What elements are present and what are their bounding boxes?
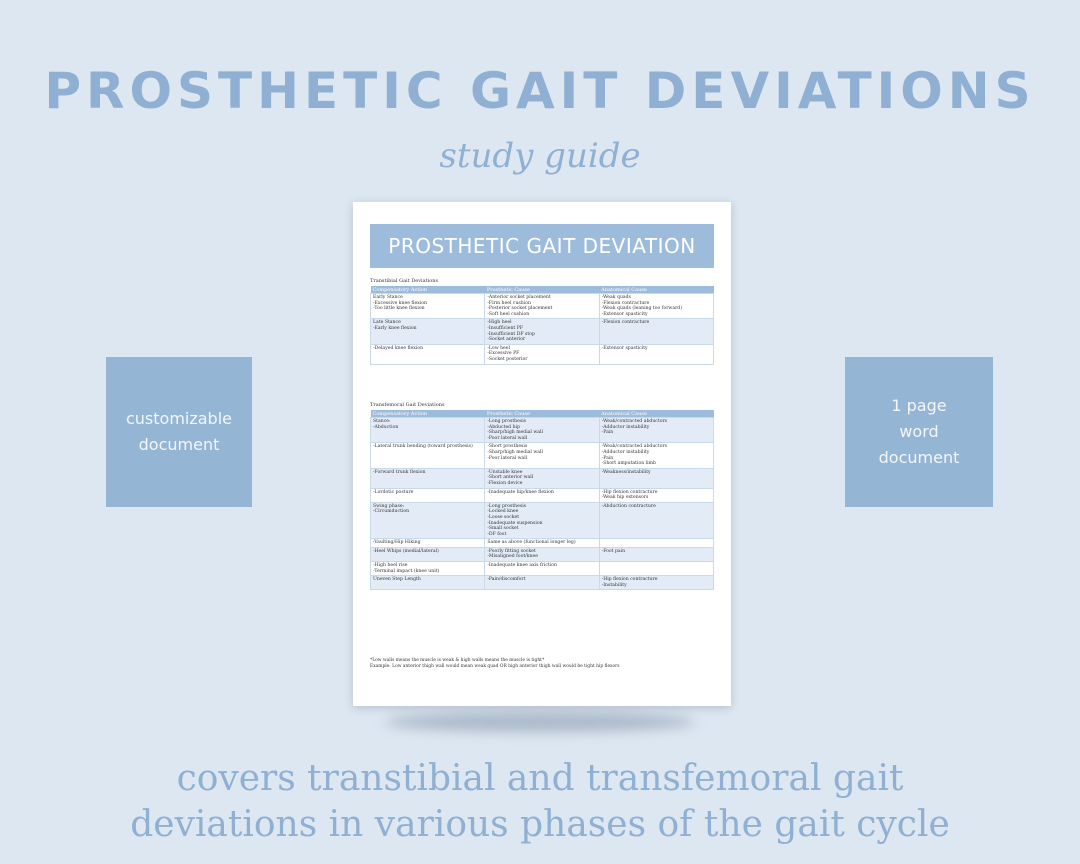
table-cell: -Poorly fitting socket -Misaligned foot/knee — [485, 547, 599, 561]
table-cell: -Long prosthesis -Abducted hip -Sharp/high medial wall -Poor lateral wall — [485, 418, 599, 443]
table-row — [371, 418, 714, 443]
caption-line-1: covers transtibial and transfemoral gait — [176, 758, 904, 799]
table-row — [371, 319, 714, 344]
table-row — [371, 443, 714, 468]
table-cell — [599, 539, 713, 548]
customizable-badge-text: customizable document — [125, 409, 232, 454]
table-cell: -Heel Whips (medial/lateral) — [371, 547, 485, 561]
transtibial-section — [370, 278, 714, 365]
table-header-row — [371, 410, 714, 418]
table-cell: -Foot pain — [599, 547, 713, 561]
table-header: Anatomical Cause — [599, 286, 713, 294]
table-cell: -Weak quads -Flexion contracture -Weak quads (leaning too forward) -Extensor spasticity — [599, 294, 713, 319]
table-row — [371, 576, 714, 590]
table-row — [371, 294, 714, 319]
table-cell: -Hip flexion contracture -Weak hip extensors — [599, 488, 713, 502]
table-cell: -Weak/contracted abductors -Adductor instability -Pain — [599, 418, 713, 443]
table-cell: -Short prosthesis -Sharp/high medial wall -Poor lateral wall — [485, 443, 599, 468]
table-cell: -Pain/discomfort — [485, 576, 599, 590]
transtibial-title: Transtibial Gait Deviations — [370, 278, 439, 284]
table-cell: -High heel -Insufficient PF -Insufficient DF stop -Socket anterior — [485, 319, 599, 344]
page-count-badge — [845, 357, 993, 507]
table-cell: Swing phase: -Circumduction — [371, 502, 485, 539]
table-cell: -Vaulting/Hip Hiking — [371, 539, 485, 548]
table-cell: Stance: -Abduction — [371, 418, 485, 443]
table-cell: -High heel rise -Terminal impact (knee unit) — [371, 562, 485, 576]
bottom-caption — [0, 756, 1080, 848]
table-row — [371, 547, 714, 561]
table-header: Prosthetic Cause — [485, 410, 599, 418]
table-cell: -Inadequate knee axis friction — [485, 562, 599, 576]
table-row — [371, 502, 714, 539]
caption-line-2: deviations in various phases of the gait cycle — [130, 804, 950, 845]
document-shadow — [385, 712, 695, 732]
table-cell: Uneven Step Length — [371, 576, 485, 590]
table-cell: -Forward trunk flexion — [371, 468, 485, 488]
table-cell: -Weak/contracted abductors -Adductor instability -Pain -Short amputation limb — [599, 443, 713, 468]
table-cell: Same as above (functional longer leg) — [485, 539, 599, 548]
table-cell: -Inadequate hip/knee flexion — [485, 488, 599, 502]
table-header: Prosthetic Cause — [485, 286, 599, 294]
table-header: Compensatory Action — [371, 286, 485, 294]
table-cell: -Flexion contracture — [599, 319, 713, 344]
table-cell: -Low heel -Excessive PF -Socket posterior — [485, 344, 599, 364]
table-row — [371, 539, 714, 548]
table-row — [371, 488, 714, 502]
table-row — [371, 344, 714, 364]
transfemoral-title: Transfemoral Gait Deviations — [370, 402, 445, 408]
page-subtitle: study guide — [439, 136, 641, 176]
table-cell: -Lordotic posture — [371, 488, 485, 502]
page-title: PROSTHETIC GAIT DEVIATIONS — [44, 62, 1036, 120]
table-cell: Late Stance -Early knee flexion — [371, 319, 485, 344]
table-cell: -Hip flexion contracture -Instability — [599, 576, 713, 590]
transfemoral-section — [370, 402, 714, 590]
table-cell: -Anterior socket placement -Firm heel cushion -Posterior socket placement -Soft heel cushion — [485, 294, 599, 319]
table-cell: -Weakness/instability — [599, 468, 713, 488]
table-cell: -Lateral trunk bending (toward prosthesis) — [371, 443, 485, 468]
document-footnote: *Low walls means the muscle is weak & high walls means the muscle is tight* Example: Low anterior thigh wall would mean weak quad OR high anterior thigh wall would be tight hip flexors — [370, 658, 620, 669]
table-cell: -Delayed knee flexion — [371, 344, 485, 364]
table-cell: -Unstable knee -Short anterior wall -Flexion device — [485, 468, 599, 488]
transfemoral-table — [370, 410, 714, 590]
table-cell: -Extensor spasticity — [599, 344, 713, 364]
table-cell: Early Stance -Excessive knee flexion -Too little knee flexion — [371, 294, 485, 319]
table-cell: -Long prosthesis -Locked knee -Loose socket -Inadequate suspension -Small socket -DF foot — [485, 502, 599, 539]
document-preview — [353, 202, 731, 706]
customizable-badge — [106, 357, 252, 507]
document-banner: PROSTHETIC GAIT DEVIATION — [370, 224, 714, 268]
table-cell: -Abduction contracture — [599, 502, 713, 539]
table-header: Anatomical Cause — [599, 410, 713, 418]
table-cell — [599, 562, 713, 576]
transtibial-table — [370, 286, 714, 365]
table-row — [371, 562, 714, 576]
table-row — [371, 468, 714, 488]
table-header-row — [371, 286, 714, 294]
table-header: Compensatory Action — [371, 410, 485, 418]
page-count-badge-text: 1 page word document — [878, 396, 960, 467]
